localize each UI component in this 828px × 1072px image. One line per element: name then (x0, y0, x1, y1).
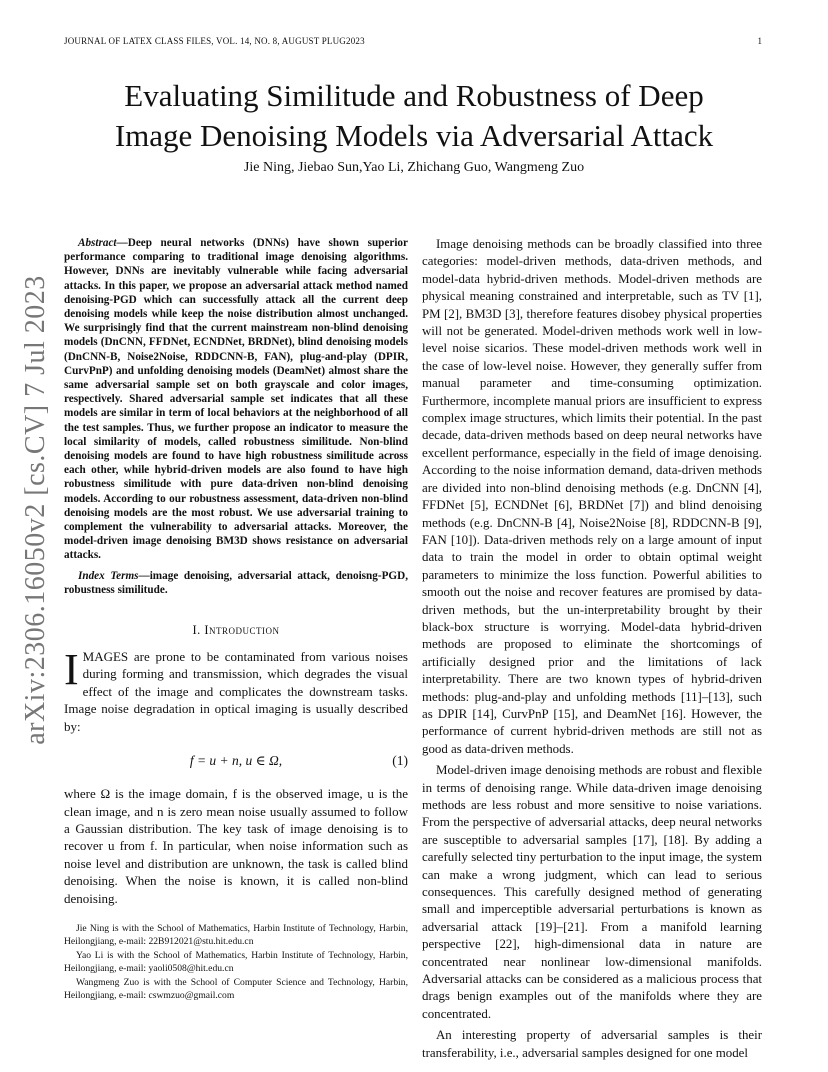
footnotes (64, 923, 408, 1003)
page-number: 1 (757, 36, 762, 46)
body-paragraph: Image denoising methods can be broadly classified into three categories: model-driven methods, data-driven methods, and model-data hybrid-driven methods. Model-driven methods are physical meaning constrained and interpretable, such as TV [1], PM [2], BM3D [3], therefore features disobey physical properties will not be generated. Model-driven methods work well in low-level noise sicarios. These model-driven methods work well in the case of low-level noise. However, they generally suffer from manual parameter and time-consuming optimization. Furthermore, incomplete manual priors are insufficient to express complex image structures, which limits their potential. In the past decade, data-driven methods based on deep neural networks have excellent performance, especially in the field of image denoising. According to the noise information demand, data-driven methods are divided into non-blind denoising methods (e.g. DnCNN [4], FFDNet [5], ECNDNet [6], BRDNet [7]) and blind denoising methods (e.g. DnCNN-B [4], Noise2Noise [8], RDDCNN-B [9], FAN [10]). Data-driven methods rely on a large amount of input data to train the model in order to obtain optimal weight parameters to minimize the loss function. Powerful abilities to smooth out the noise and recover features are promised by data-driven methods, but the un-interpretability brought by their black-box structure is worrying. Model-data hybrid-driven methods are proposed to eliminate the shortcomings of artificially designed prior and the limitations of lack interpretability. There are two known types of hybrid-driven methods: plug-and-play and unfolding methods [11]–[13], such as DPIR [14], CurvPnP [15], and DeamNet [16]. However, the performance of current hybrid-driven methods are still not as good as data-driven methods. (422, 237, 762, 756)
footnote: Yao Li is with the School of Mathematics, Harbin Institute of Technology, Harbin, Heilongjiang, e-mail: yaoli0508@hit.edu.cn (64, 950, 408, 974)
title-line-2: Image Denoising Models via Adversarial Attack (114, 118, 714, 153)
intro-paragraph-1 (64, 645, 408, 735)
equation-number: (1) (392, 753, 408, 769)
title-line-1: Evaluating Similitude and Robustness of Deep (124, 78, 704, 113)
authors: Jie Ning, Jiebao Sun,Yao Li, Zhichang Guo, Wangmeng Zuo (243, 160, 585, 175)
index-terms (64, 569, 408, 597)
body-paragraph: Model-driven image denoising methods are robust and flexible in terms of denoising range. While data-driven image denoising methods are less robust and more sensitive to noise variations. From the perspective of adversarial attacks, deep neural networks are susceptible to adversarial samples [17], [18]. By adding a carefully selected tiny perturbation to the input image, the system can make a wrong judgment, which can lead to serious consequences. This carefully designed method of generating small and imperceptible adversarial perturbations is known as adversarial attack [19]–[21]. From a manifold learning perspective [22], high-dimensional data in nature are concentrated near nonlinear low-dimensional manifolds. Adversarial attacks can be considered as a malicious process that drags benign examples out of the manifolds where they are concentrated. (422, 763, 762, 1021)
intro-paragraph-2: where Ω is the image domain, f is the observed image, u is the clean image, and n is zero mean noise usually assumed to follow a Gaussian distribution. The key task of image denoising is to recover u from f. In particular, when noise information such as noise level and distribution are unknown, the task is called blind denoising. When the noise is known, it is called non-blind denoising. (64, 786, 408, 906)
section-number: I. (192, 623, 201, 638)
right-column (422, 236, 762, 1066)
section-title: Introduction (204, 623, 280, 638)
index-terms-label: Index Terms (78, 569, 139, 582)
arxiv-watermark (6, 275, 66, 745)
left-column (64, 236, 408, 1005)
index-terms-text: —image denoising, adversarial attack, denoisng-PGD, robustness similitude. (64, 569, 408, 596)
body-paragraph: An interesting property of adversarial samples is their transferability, i.e., adversarial samples designed for one model (422, 1028, 762, 1060)
abstract-text: —Deep neural networks (DNNs) have shown superior performance comparing to traditional image denoising algorithms. However, DNNs are inevitably vulnerable while facing adversarial attacks. In this paper, we propose an adversarial attack method named denoising-PGD which can successfully attack all the current deep denoising models while keep the noise distribution almost unchanged. We surprisingly find that the current mainstream non-blind denoising models (DnCNN, FFDNet, ECNDNet, BRDNet), blind denoising models (DnCNN-B, Noise2Noise, RDDCNN-B, FAN), plug-and-play (DPIR, CurvPnP) and unfolding denoising models (DeamNet) almost share the same adversarial sample set on both grayscale and color images, respectively. Shared adversarial sample set indicates that all these models are similar in term of local behaviors at the neighborhood of all the test samples. Thus, we further propose an indicator to measure the local similarity of models, called robustness similitude. Non-blind denoising models are found to have high robustness similitude across each other, while hybrid-driven models are also found to have high robustness similitude with pure data-driven non-blind denoising models. According to our robustness assessment, data-driven non-blind denoising models are the most robust. We use adversarial training to complement the vulnerability to adversarial attacks. Moreover, the model-driven image denoising BM3D shows resistance on adversarial attacks. (64, 237, 408, 562)
arxiv-id: arXiv:2306.16050v2 [cs.CV] 7 Jul 2023 (20, 275, 51, 745)
equation-1 (64, 741, 408, 781)
abstract (64, 236, 408, 563)
intro-text-1: MAGES are prone to be contaminated from various noises during forming and transmission, which degrades the visual effect of the image and complicates the downstream tasks. Image noise degradation in optical imaging is usually described by: (64, 649, 408, 734)
drop-cap: I (64, 645, 79, 695)
footnote: Jie Ning is with the School of Mathematics, Harbin Institute of Technology, Harbin, Heilongjiang, e-mail: 22B912021@stu.hit.edu.cn (64, 922, 408, 947)
section-heading (64, 623, 408, 638)
footnote: Wangmeng Zuo is with the School of Computer Science and Technology, Harbin, Heilongjiang, e-mail: cswmzuo@gmail.com (64, 977, 408, 1001)
paper-title (70, 76, 758, 156)
abstract-label: Abstract (78, 237, 117, 249)
equation-body: f = u + n, u ∈ Ω, (189, 753, 283, 769)
running-head: JOURNAL OF LATEX CLASS FILES, VOL. 14, NO. 8, AUGUST PLUG2023 (64, 36, 365, 46)
